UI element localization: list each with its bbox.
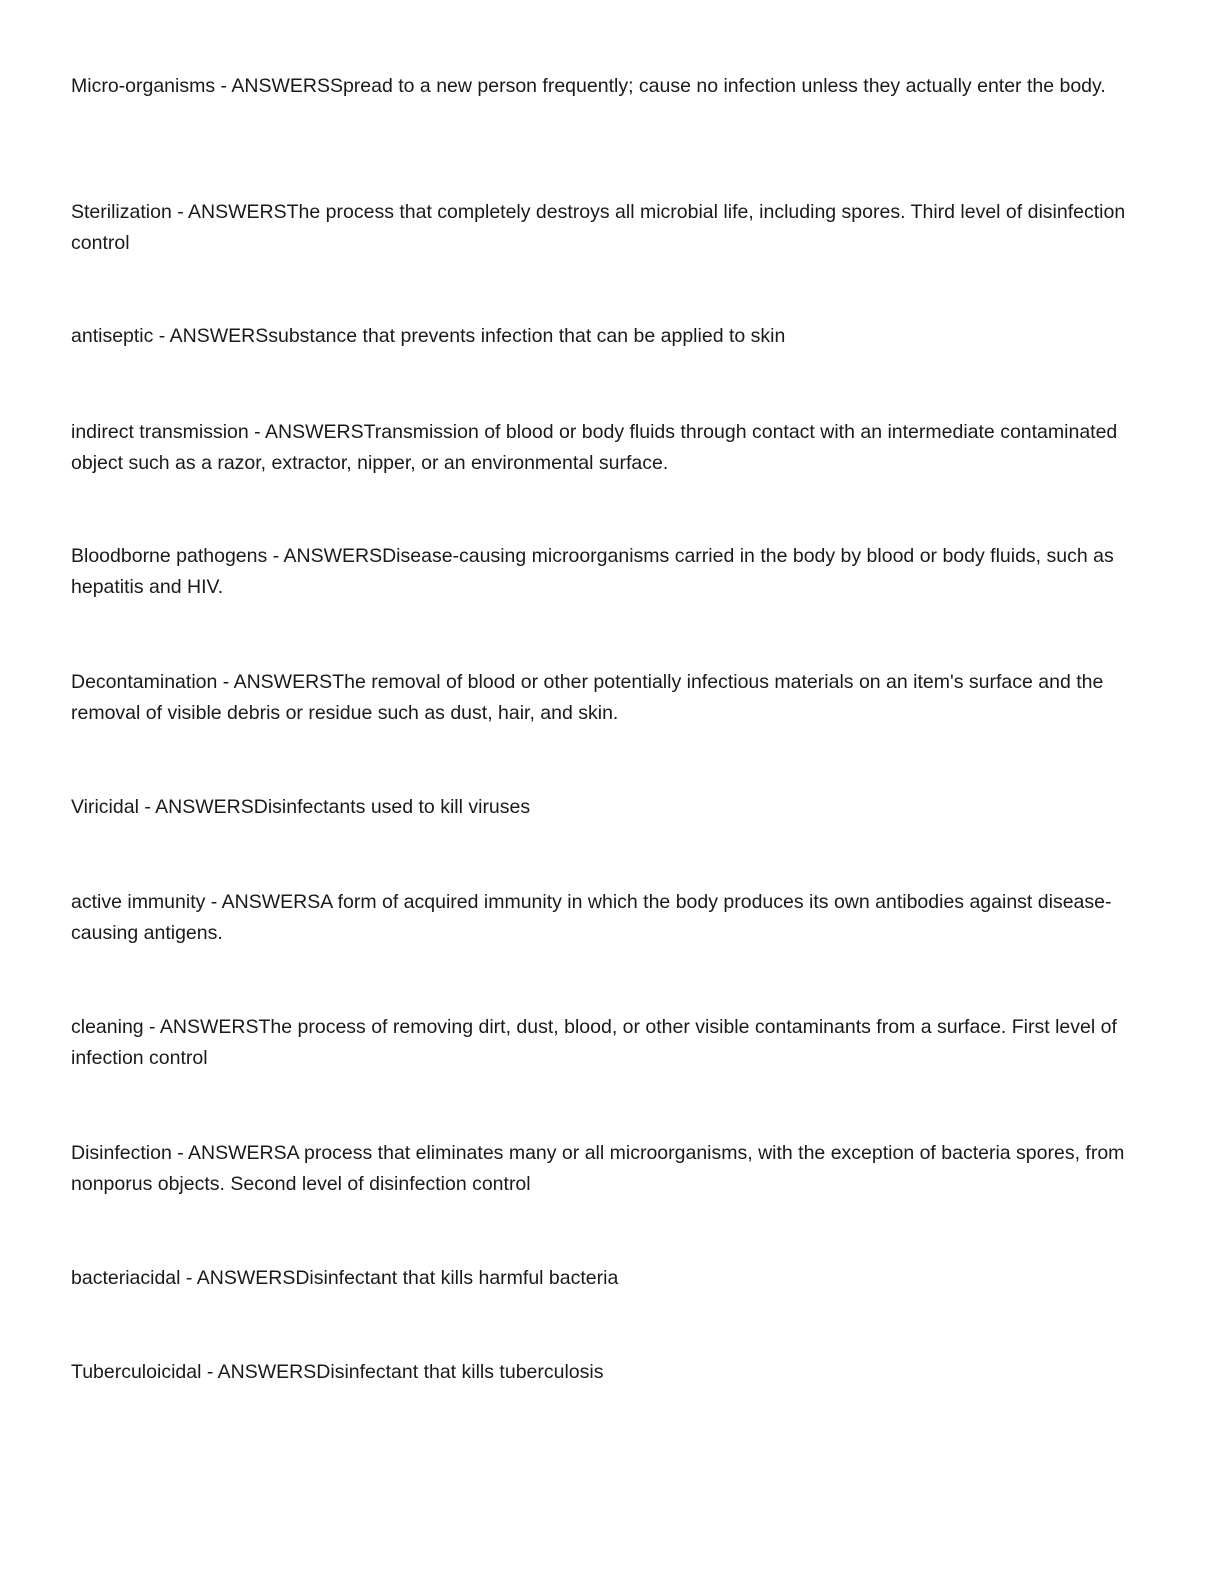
- flashcard-entry: Decontamination - ANSWERSThe removal of blood or other potentially infectious materials on an item's surface and the removal of visible debris or residue such as dust, hair, and skin.: [71, 671, 1104, 724]
- flashcard-entry: Bloodborne pathogens - ANSWERSDisease-causing microorganisms carried in the body by blood or body fluids, such as hepatitis and HIV.: [71, 545, 1114, 598]
- flashcard-entry: cleaning - ANSWERSThe process of removing dirt, dust, blood, or other visible contaminants from a surface. First level of infection control: [71, 1016, 1117, 1069]
- flashcard-entry: bacteriacidal - ANSWERSDisinfectant that kills harmful bacteria: [71, 1267, 619, 1289]
- flashcard-entry: Disinfection - ANSWERSA process that eliminates many or all microorganisms, with the exception of bacteria spores, from nonporus objects. Second level of disinfection control: [71, 1142, 1125, 1195]
- flashcard-entry: Sterilization - ANSWERSThe process that completely destroys all microbial life, including spores. Third level of disinfection control: [71, 201, 1126, 254]
- flashcard-entry: active immunity - ANSWERSA form of acquired immunity in which the body produces its own antibodies against disease-causing antigens.: [71, 891, 1112, 944]
- flashcard-entry: indirect transmission - ANSWERSTransmission of blood or body fluids through contact with an intermediate contaminated object such as a razor, extractor, nipper, or an environmental surface.: [71, 421, 1118, 474]
- flashcard-entry: Viricidal - ANSWERSDisinfectants used to kill viruses: [71, 796, 531, 818]
- flashcard-entry: Micro-organisms - ANSWERSSpread to a new person frequently; cause no infection unless they actually enter the body.: [71, 75, 1106, 97]
- flashcard-entry: Tuberculoicidal - ANSWERSDisinfectant that kills tuberculosis: [71, 1361, 604, 1383]
- flashcard-entry: antiseptic - ANSWERSsubstance that prevents infection that can be applied to skin: [71, 325, 786, 347]
